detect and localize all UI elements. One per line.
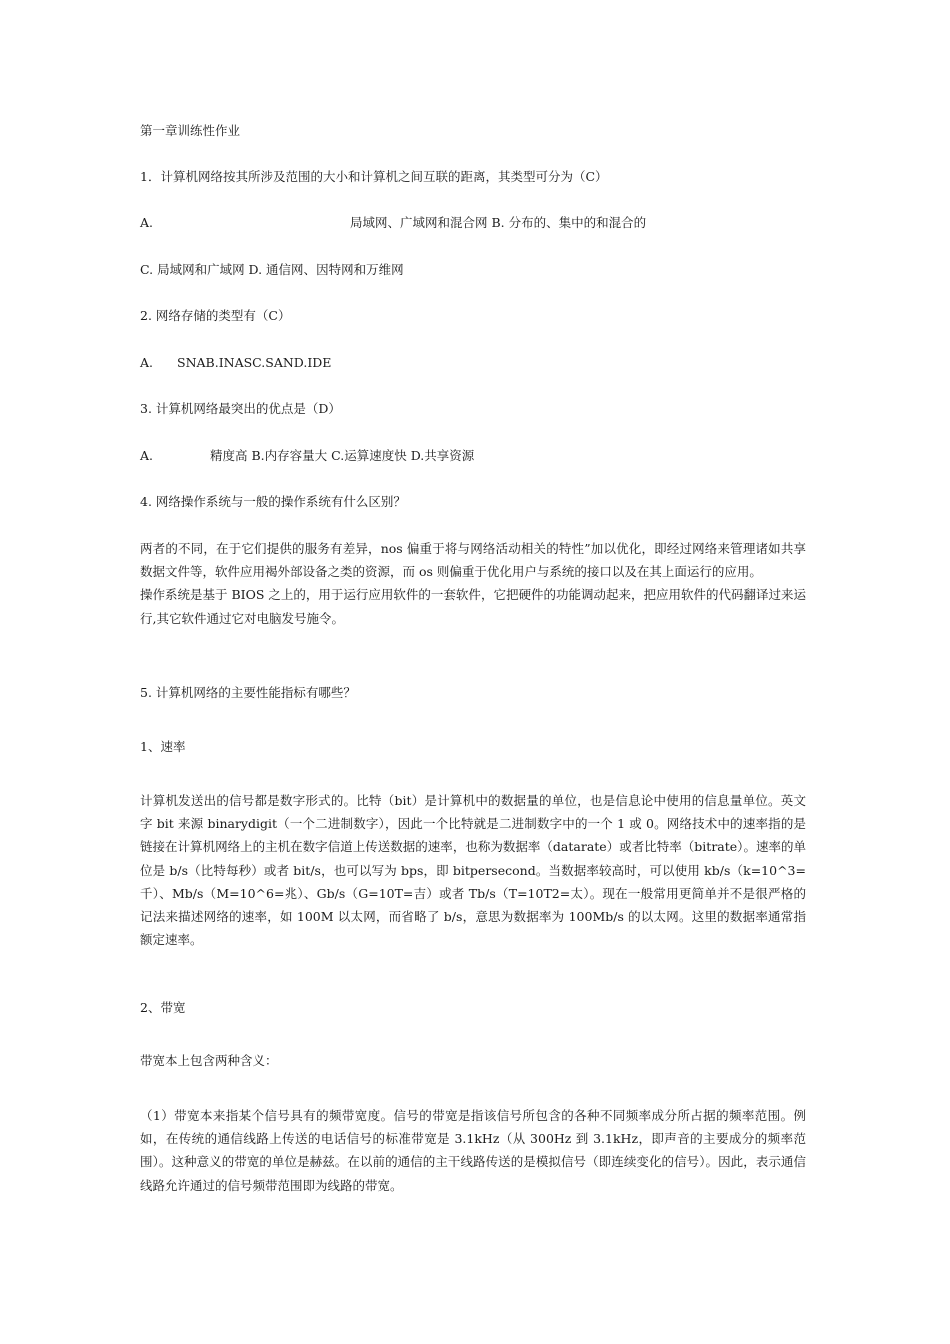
answer-paragraph-1: 两者的不同，在于它们提供的服务有差异，nos 偏重于将与网络活动相关的特性”加以优化，即经过网络来管理诸如共享数据文件等，软件应用褐外部设备之类的资源，而 os 则偏重于优化用户与系统的接口以及在其上面运行的应用。 xyxy=(140,541,806,580)
option-a-label: A. xyxy=(140,215,154,230)
section-heading-bandwidth: 2、带宽 xyxy=(140,1000,186,1015)
question-5: 5. 计算机网络的主要性能指标有哪些？ xyxy=(140,685,356,700)
option-a-label: A. xyxy=(140,355,154,370)
bandwidth-paragraph-1: （1）带宽本来指某个信号具有的频带宽度。信号的带宽是指该信号所包含的各种不同频率成分所占据的频率范围。例如，在传统的通信线路上传送的电话信号的标准带宽是 3.1kHz（从 300Hz 到 3.1kHz，即声音的主要成分的频率范围）。这种意义的带宽的单位是赫兹。在以前的通信的主干线路传送的是模拟信号（即连续变化的信号）。因此，表示通信线路允许通过的信号频带范围即为线路的带宽。 xyxy=(140,1108,806,1193)
answer-paragraph-2: 操作系统是基于 BIOS 之上的，用于运行应用软件的一套软件，它把硬件的功能调动起来，把应用软件的代码翻译过来运行,其它软件通过它对电脑发号施令。 xyxy=(140,587,806,626)
question-4: 4. 网络操作系统与一般的操作系统有什么区别？ xyxy=(140,494,406,509)
question-1: 1．计算机网络按其所涉及范围的大小和计算机之间互联的距离，其类型可分为（C） xyxy=(140,169,608,184)
option-a-text: SNAB.INASC.SAND.IDE xyxy=(177,355,332,370)
question-1-options-cd: C. 局域网和广域网 D. 通信网、因特网和万维网 xyxy=(140,262,404,277)
document-page xyxy=(140,0,810,1344)
section-heading-rate: 1、速率 xyxy=(140,739,186,754)
question-2: 2. 网络存储的类型有（C） xyxy=(140,308,291,323)
question-3-option-a xyxy=(140,444,474,467)
option-a-text: 局域网、广域网和混合网 B. 分布的、集中的和混合的 xyxy=(350,215,647,230)
question-4-answer xyxy=(140,537,806,630)
bandwidth-intro: 带宽本上包含两种含义： xyxy=(140,1053,278,1068)
option-a-text: 精度高 B.内存容量大 C.运算速度快 D.共享资源 xyxy=(210,448,475,463)
question-1-option-a xyxy=(140,211,646,234)
question-3: 3. 计算机网络最突出的优点是（D） xyxy=(140,401,341,416)
rate-paragraph: 计算机发送出的信号都是数字形式的。比特（bit）是计算机中的数据量的单位，也是信息论中使用的信息量单位。英文字 bit 来源 binarydigit（一个二进制数字），因此一个比特就是二进制数字中的一个 1 或 0。网络技术中的速率指的是链接在计算机网络上的主机在数字信道上传送数据的速率，也称为数据率（datarate）或者比特率（bitrate）。速率的单位是 b/s（比特每秒）或者 bit/s，也可以写为 bps，即 bitpersecond。当数据率较高时，可以使用 kb/s（k=10^3=千）、Mb/s（M=10^6=兆）、Gb/s（G=10T=吉）或者 Tb/s（T=10T2=太）。现在一般常用更简单并不是很严格的记法来描述网络的速率，如 100M 以太网，而省略了 b/s，意思为数据率为 100Mb/s 的以太网。这里的数据率通常指额定速率。 xyxy=(140,793,806,948)
doc-title: 第一章训练性作业 xyxy=(140,123,241,138)
option-a-label: A. xyxy=(140,448,154,463)
question-2-option-a xyxy=(140,351,331,374)
